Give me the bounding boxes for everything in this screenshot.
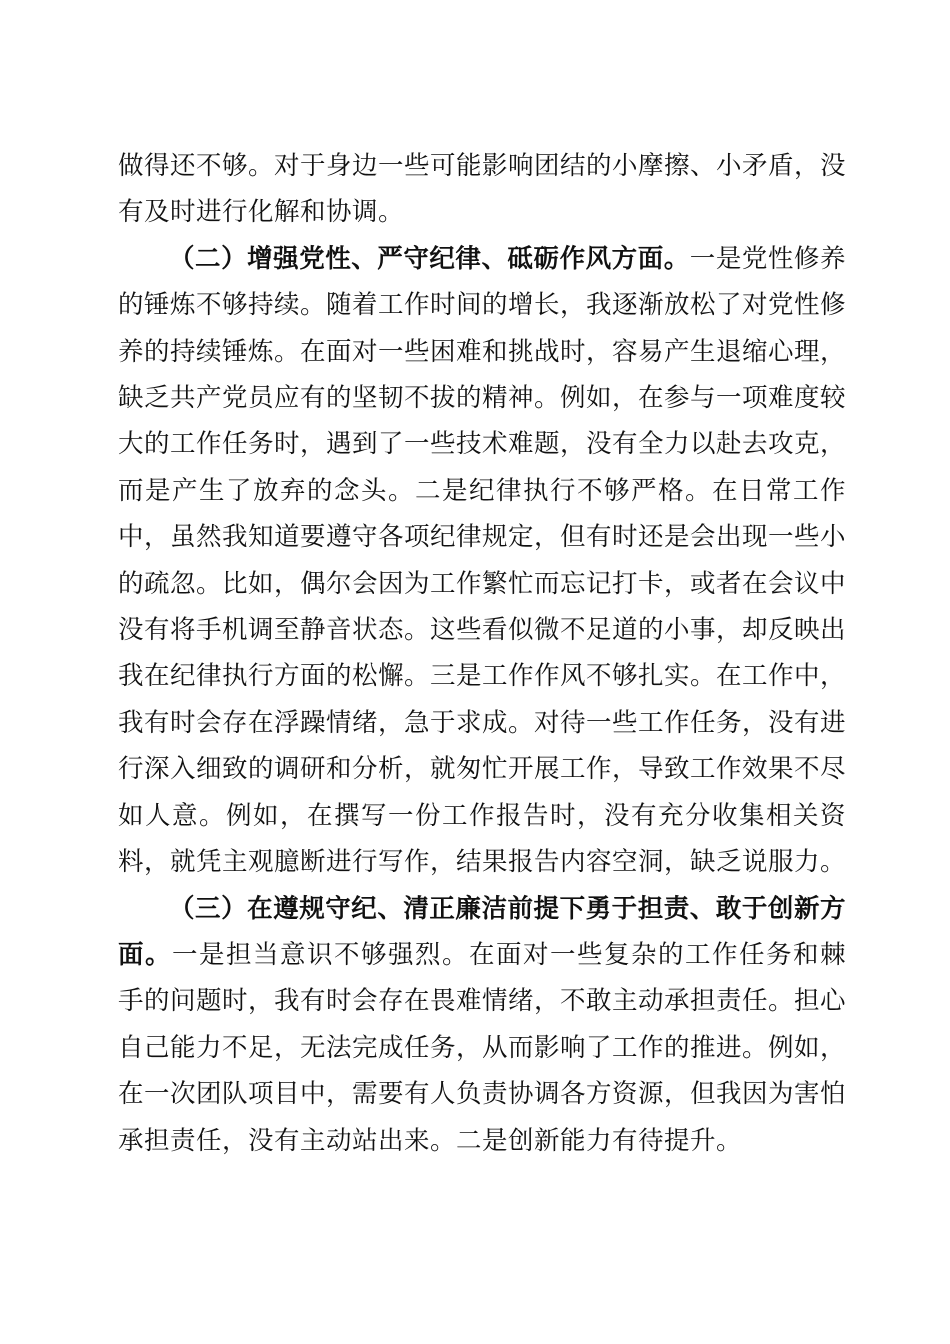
- section-two-heading: （二）增强党性、严守纪律、砥砺作风方面。: [169, 243, 690, 274]
- paragraph-section-two: [118, 236, 846, 886]
- section-three-heading: （三）在遵规守纪、清正廉洁前提下勇于担责、敢于创新方面。: [118, 893, 846, 970]
- section-three-body: 一是担当意识不够强烈。在面对一些复杂的工作任务和棘手的问题时，我有时会存在畏难情绪，不敢主动承担责任。担心自己能力不足，无法完成任务，从而影响了工作的推进。例如，在一次团队项目中，需要有人负责协调各方资源，但我因为害怕承担责任，没有主动站出来。二是创新能力有待提升。: [118, 939, 847, 1156]
- paragraph-continuation: [118, 143, 846, 236]
- section-two-body: 一是党性修养的锤炼不够持续。随着工作时间的增长，我逐渐放松了对党性修养的持续锤炼。在面对一些困难和挑战时，容易产生退缩心理，缺乏共产党员应有的坚韧不拔的精神。例如，在参与一项难度较大的工作任务时，遇到了一些技术难题，没有全力以赴去攻克，而是产生了放弃的念头。二是纪律执行不够严格。在日常工作中，虽然我知道要遵守各项纪律规定，但有时还是会出现一些小的疏忽。比如，偶尔会因为工作繁忙而忘记打卡，或者在会议中没有将手机调至静音状态。这些看似微不足道的小事，却反映出我在纪律执行方面的松懈。三是工作作风不够扎实。在工作中，我有时会存在浮躁情绪，急于求成。对待一些工作任务，没有进行深入细致的调研和分析，就匆忙开展工作，导致工作效果不尽如人意。例如，在撰写一份工作报告时，没有充分收集相关资料，就凭主观臆断进行写作，结果报告内容空洞，缺乏说服力。: [118, 243, 847, 878]
- paragraph-1-body: 做得还不够。对于身边一些可能影响团结的小摩擦、小矛盾，没有及时进行化解和协调。: [118, 151, 847, 228]
- document-body: [118, 143, 846, 1164]
- paragraph-section-three: [118, 886, 846, 1164]
